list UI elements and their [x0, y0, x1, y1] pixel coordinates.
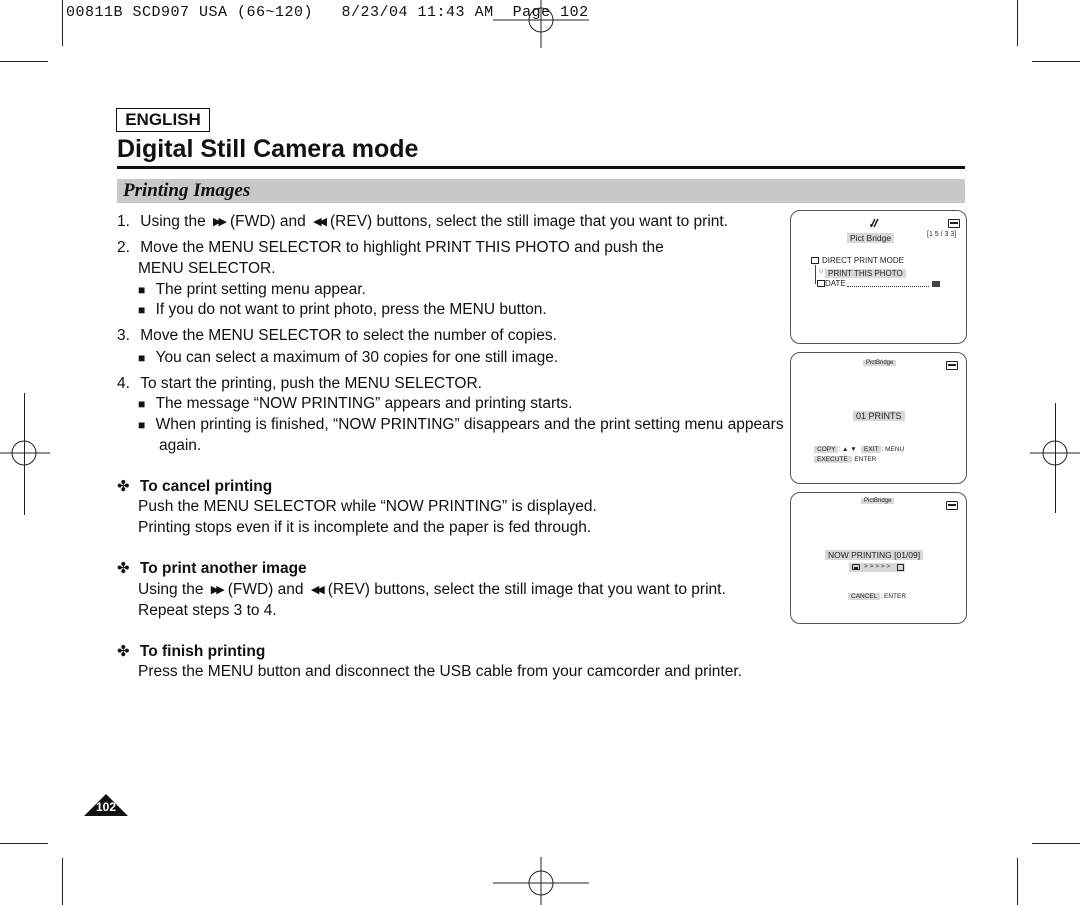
step-2-cont: MENU SELECTOR.: [138, 260, 276, 277]
date-value-box: [932, 281, 940, 287]
crop-mark: [1017, 858, 1018, 905]
bullet-cont: again.: [159, 437, 202, 454]
radio-icon: ○: [819, 268, 824, 275]
crop-mark: [0, 61, 48, 62]
bullet-icon: ■: [138, 303, 146, 317]
copy-hint: [814, 446, 857, 453]
bullet-text: The message “NOW PRINTING” appears and printing starts.: [155, 395, 573, 412]
bullet-item: [138, 299, 547, 321]
crop-mark: [1032, 61, 1080, 62]
bullet-icon: ■: [138, 418, 146, 432]
crop-mark: [62, 858, 63, 905]
step-number: 3.: [117, 327, 130, 344]
tip-title: To print another image: [139, 560, 307, 577]
step-2: [117, 237, 664, 258]
registration-target-icon: [493, 857, 589, 905]
menu-tree-line: [815, 265, 816, 284]
step-1: [117, 211, 728, 233]
tip-text: Repeat steps 3 to 4.: [138, 602, 277, 619]
bullet-text: When printing is finished, “NOW PRINTING” disappears and the print setting menu appears: [155, 416, 784, 433]
menu-item-print-this-photo: PRINT THIS PHOTO: [825, 269, 906, 278]
cancel-hint: [848, 593, 906, 600]
crop-mark: [0, 843, 48, 844]
tip-text: Printing stops even if it is incomplete and the paper is fed through.: [138, 519, 592, 536]
bullet-text: You can select a maximum of 30 copies for one still image.: [155, 349, 559, 366]
tip-text: [138, 579, 726, 601]
exit-hint: [861, 446, 904, 453]
tip-text: Press the MENU button and disconnect the USB cable from your camcorder and printer.: [138, 663, 742, 680]
dotted-leader: [847, 286, 929, 287]
step-text: Using the: [140, 213, 206, 230]
tip-text-part: (REV) buttons, select the still image that you want to print.: [327, 581, 726, 598]
cancel-value: : ENTER: [880, 593, 907, 600]
execute-hint: [814, 456, 876, 463]
printer-icon: [897, 564, 904, 571]
bullet-item: [138, 414, 784, 436]
copy-label: COPY: [814, 446, 838, 453]
fast-forward-icon: ▶▶: [210, 584, 222, 596]
step-number: 1.: [117, 213, 130, 230]
rewind-icon: ◀◀: [310, 584, 322, 596]
tip-text-part: Using the: [138, 581, 204, 598]
page-number: 102: [95, 800, 117, 814]
progress-arrows: > > > > >: [864, 563, 891, 570]
folder-icon: [811, 257, 819, 264]
step-text: Move the MENU SELECTOR to highlight PRINT THIS PHOTO and push the: [140, 239, 664, 256]
registration-target-icon: [1030, 430, 1080, 476]
tip-heading: [117, 641, 265, 662]
tip-heading: [117, 476, 272, 497]
step-number: 2.: [117, 239, 130, 256]
bullet-icon: ■: [138, 351, 146, 365]
bullet-icon: ■: [138, 283, 146, 297]
step-3: [117, 325, 557, 346]
print-slug: 00811B SCD907 USA (66~120) 8/23/04 11:43 AM Page 102: [66, 4, 589, 21]
step-text: To start the printing, push the MENU SELECTOR.: [140, 375, 482, 392]
camera-icon: [852, 564, 860, 570]
date-icon: [817, 280, 825, 287]
screen-title: PictBridge: [861, 498, 894, 504]
printing-status: NOW PRINTING [01/09]: [825, 550, 923, 560]
bullet-icon: ■: [138, 397, 146, 411]
step-text: (REV) buttons, select the still image that you want to print.: [330, 213, 729, 230]
step-4: [117, 373, 482, 394]
screen-title: PictBridge: [863, 360, 896, 366]
bullet-text: If you do not want to print photo, press the MENU button.: [155, 301, 547, 318]
memory-card-icon: [948, 219, 960, 228]
tip-title: To finish printing: [139, 643, 266, 660]
lcd-screen-menu: [790, 210, 967, 344]
bullet-item: [138, 347, 558, 369]
cross-icon: ✤: [117, 478, 130, 495]
tip-text: Push the MENU SELECTOR while “NOW PRINTING” is displayed.: [138, 498, 597, 515]
screen-counter: [1 5 / 3 3]: [927, 231, 957, 238]
step-text: Move the MENU SELECTOR to select the number of copies.: [140, 327, 557, 344]
cross-icon: ✤: [117, 643, 130, 660]
lcd-screen-copies: [790, 352, 967, 484]
memory-card-icon: [946, 501, 958, 510]
screen-title: Pict Bridge: [847, 233, 894, 243]
rewind-icon: ◀◀: [313, 216, 324, 228]
crop-mark: [1017, 0, 1018, 46]
bullet-text: The print setting menu appear.: [155, 281, 366, 298]
tip-text-part: (FWD) and: [227, 581, 304, 598]
registration-target-icon: [0, 430, 50, 476]
section-title: Printing Images: [123, 180, 251, 201]
copy-value: : ▲ ▼: [838, 446, 857, 453]
crop-mark: [1032, 843, 1080, 844]
menu-mode: DIRECT PRINT MODE: [822, 256, 904, 265]
bullet-item: [138, 393, 572, 415]
exit-label: EXIT: [861, 446, 881, 453]
execute-label: EXECUTE: [814, 456, 851, 463]
step-text: (FWD) and: [229, 213, 306, 230]
menu-item-date: DATE: [825, 279, 846, 288]
lcd-screen-printing: [790, 492, 967, 624]
crop-mark: [62, 0, 63, 46]
page-title: Digital Still Camera mode: [117, 135, 419, 163]
language-badge: ENGLISH: [116, 108, 210, 132]
execute-value: : ENTER: [850, 456, 877, 463]
memory-card-icon: [946, 361, 958, 370]
bullet-item: [138, 279, 366, 301]
tip-heading: [117, 558, 307, 579]
print-count: 01 PRINTS: [853, 411, 905, 421]
title-rule: [117, 166, 965, 169]
exit-value: : MENU: [881, 446, 905, 453]
cross-icon: ✤: [117, 560, 130, 577]
cancel-label: CANCEL: [848, 593, 880, 600]
tip-title: To cancel printing: [139, 478, 273, 495]
fast-forward-icon: ▶▶: [213, 216, 224, 228]
step-number: 4.: [117, 375, 130, 392]
pictbridge-icon: [869, 217, 881, 229]
